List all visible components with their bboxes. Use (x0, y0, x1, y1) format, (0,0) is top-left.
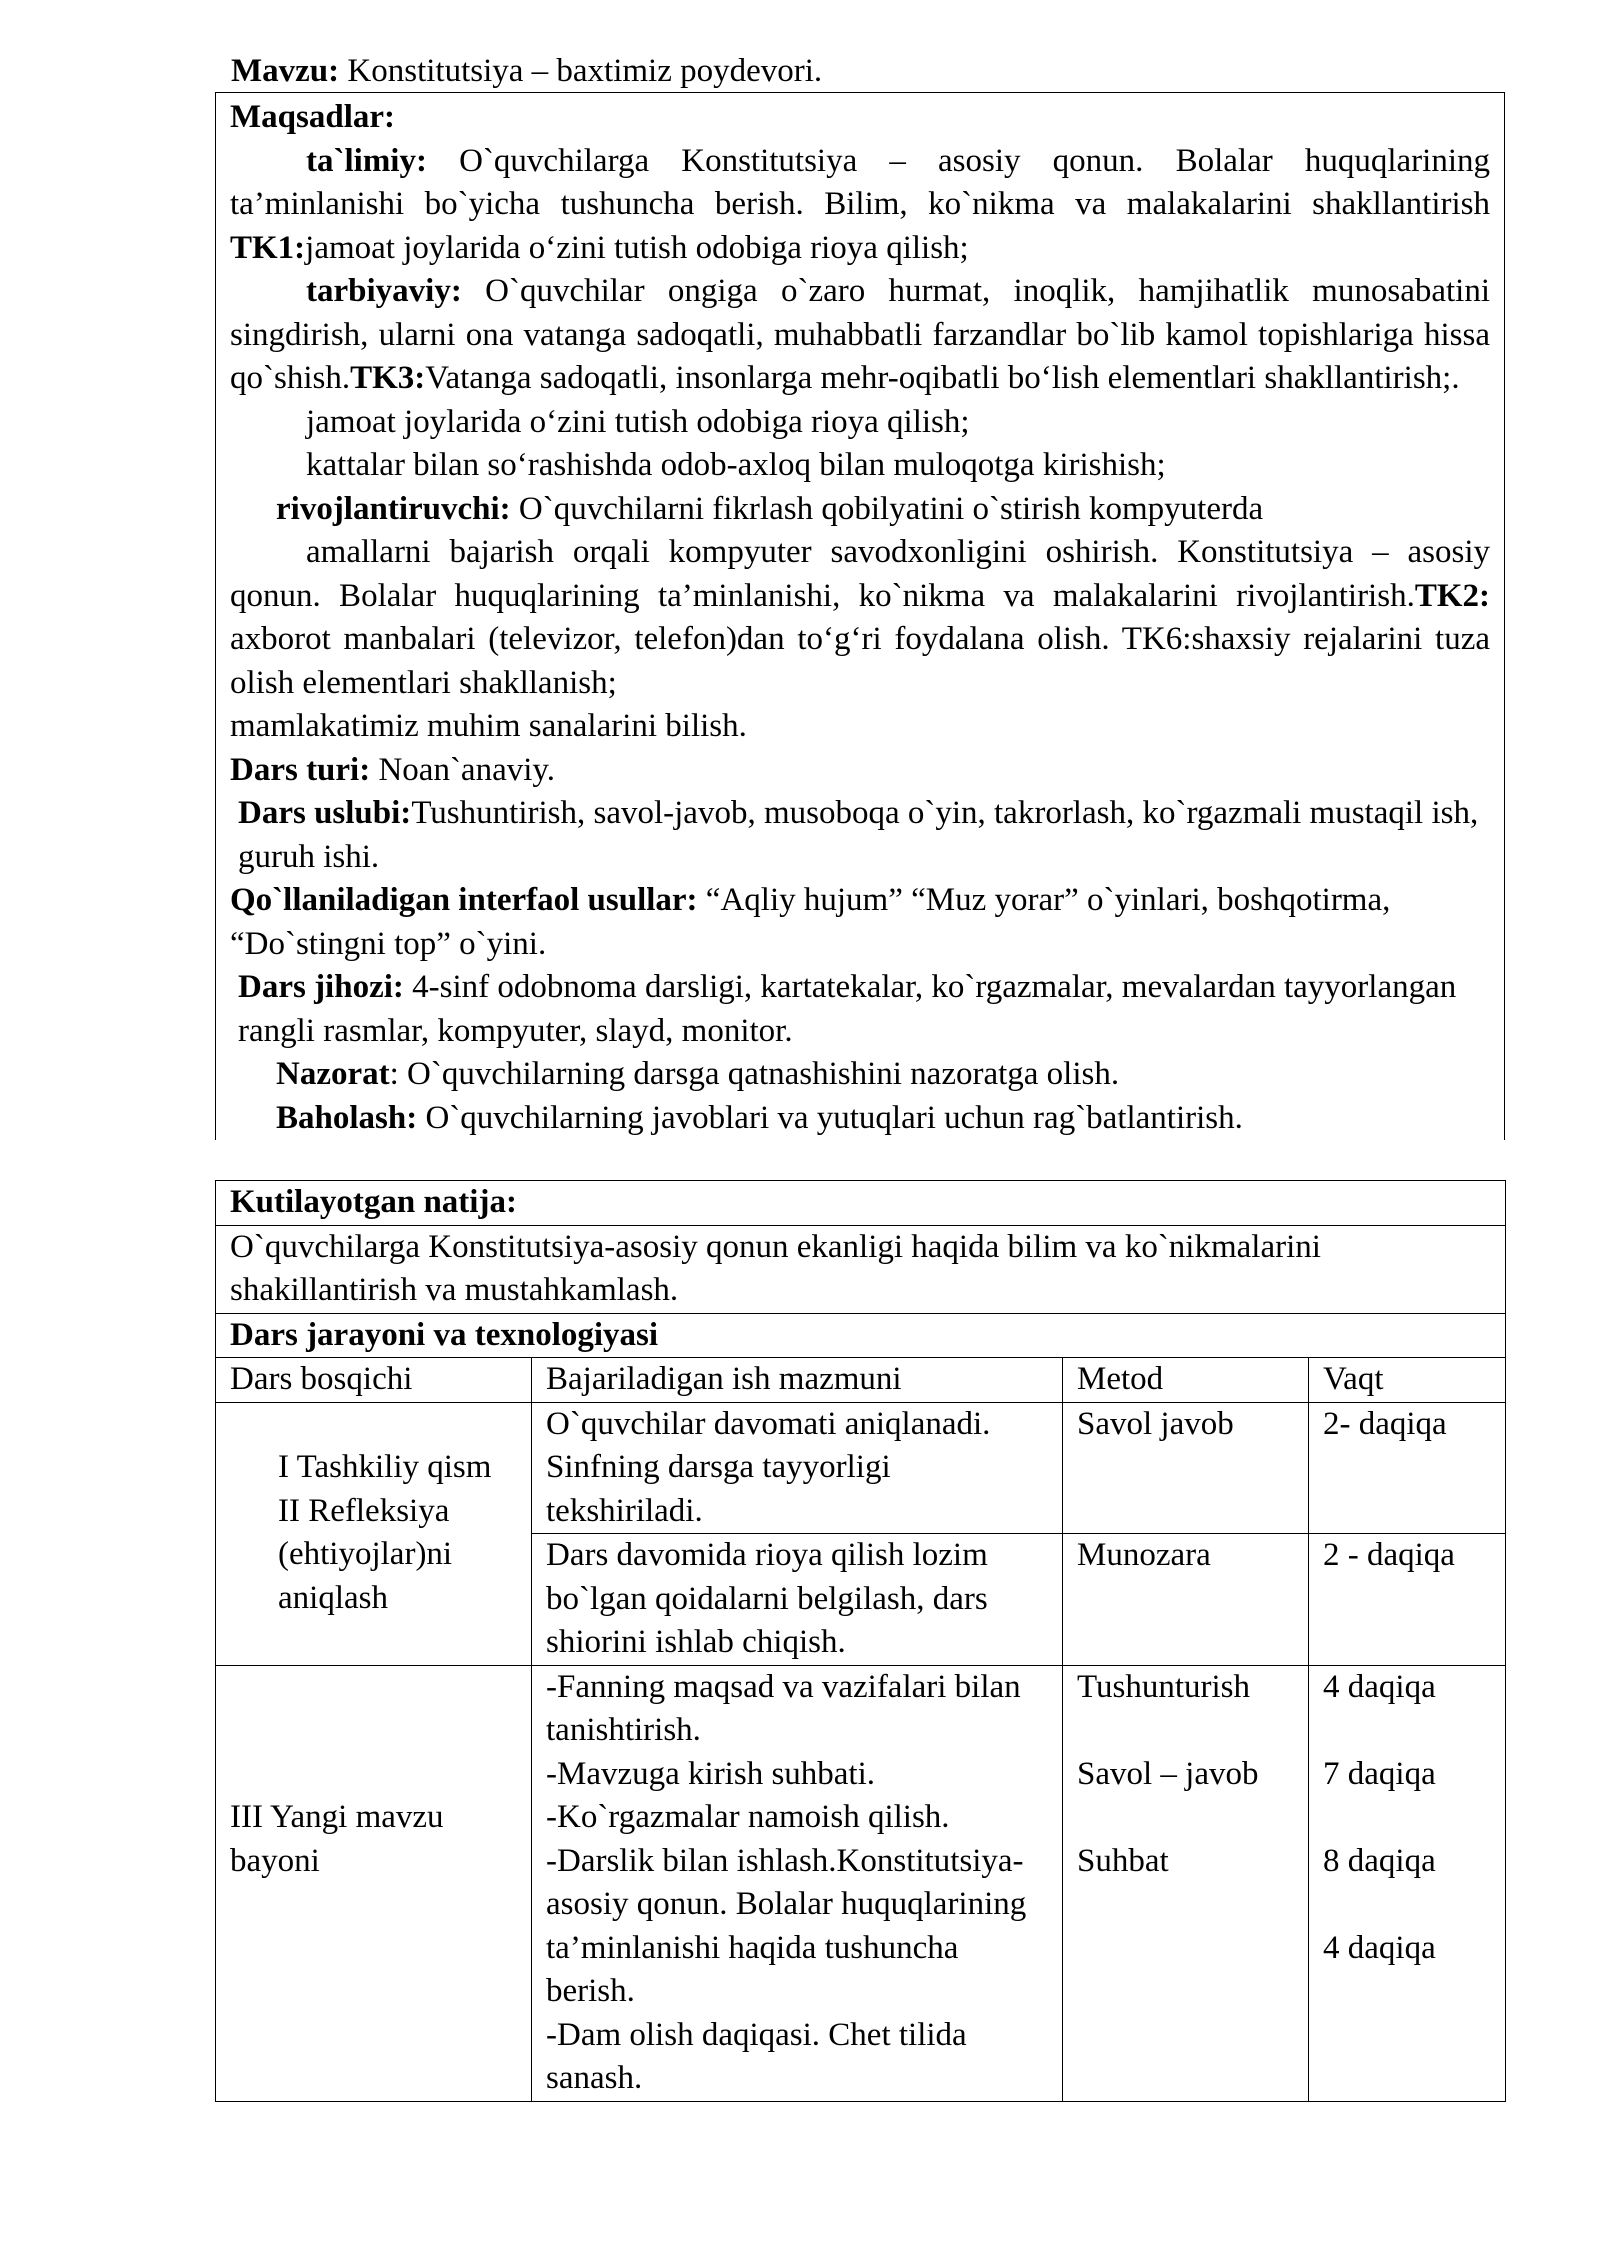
objectives-heading: Maqsadlar: (230, 99, 395, 135)
list-item: -Dam olish daqiqasi. Chet tilida sanash. (546, 2016, 967, 2096)
developmental-objective-cont: amallarni bajarish orqali kompyuter savodxonligini oshirish. Konstitutsiya – asosiy qonun. Bolalar huquqlarining ta’minlanishi, ko`nikma va malakalarini rivojlantirish.TK2: axborot manbalari (televizor, telefon)dan to‘g‘ri foydalana olish. TK6:shaxsiy rejalarini tuza olish elementlari shakllanish; (230, 534, 1490, 701)
table-row (216, 1665, 1506, 2101)
expected-result-heading: Kutilayotgan natija: (216, 1181, 1506, 1226)
list-item: -Ko`rgazmalar namoish qilish. (546, 1799, 950, 1835)
upbringing-objective: tarbiyaviy: O`quvchilar ongiga o`zaro hurmat, inoqlik, hamjihatlik munosabatini singdirish, ularni ona vatanga sadoqatli, muhabbatli farzandlar bo`lib kamol topishlariga hissa qo`shish.TK3:Vatanga sadoqatli, insonlarga mehr-oqibatli bo‘lish elementlari shakllantirish;. (230, 273, 1490, 396)
elders-greeting-line: kattalar bilan so‘rashishda odob-axloq bilan muloqotga kirishish; (306, 447, 1166, 483)
column-header-row (216, 1358, 1506, 1403)
time-item: 7 daqiqa (1323, 1755, 1436, 1792)
method-item: Savol – javob (1077, 1755, 1259, 1792)
method-cell: Savol javob (1063, 1402, 1309, 1534)
public-behavior-line: jamoat joylarida o‘zini tutish odobiga rioya qilish; (306, 403, 970, 440)
time-cell: 2- daqiqa (1309, 1402, 1506, 1534)
important-dates-line: mamlakatimiz muhim sanalarini bilish. (230, 708, 747, 744)
method-cell (1063, 1665, 1309, 2101)
control-line: Nazorat: O`quvchilarning darsga qatnashishini nazoratga olish. (276, 1056, 1120, 1092)
topic-text: Konstitutsiya – baxtimiz poydevori. (339, 53, 823, 89)
topic-line (231, 50, 822, 94)
expected-result-text: O`quvchilarga Konstitutsiya-asosiy qonun ekanligi haqida bilim va ko`nikmalarini shakillantirish va mustahkamlash. (216, 1225, 1506, 1313)
lesson-type: Dars turi: Noan`anaviy. (230, 751, 556, 788)
stage-cell-intro (216, 1402, 532, 1665)
content-cell (532, 1665, 1063, 2101)
content-cell: O`quvchilar davomati aniqlanadi. Sinfning darsga tayyorligi tekshiriladi. (532, 1402, 1063, 1534)
stage-organizational: I Tashkiliy qism (278, 1449, 492, 1485)
col-header-method: Metod (1063, 1358, 1309, 1403)
col-header-time: Vaqt (1309, 1358, 1506, 1403)
expected-result-heading-row (216, 1181, 1506, 1226)
lesson-equipment: Dars jihozi: 4-sinf odobnoma darsligi, kartatekalar, ko`rgazmalar, mevalardan tayyorlangan rangli rasmlar, kompyuter, slayd, monitor. (238, 969, 1457, 1049)
method-item: Suhbat (1077, 1842, 1169, 1879)
method-item: Tushunturish (1077, 1668, 1251, 1705)
process-heading-row (216, 1313, 1506, 1358)
list-item: -Fanning maqsad va vazifalari bilan tanishtirish. (546, 1668, 1021, 1748)
time-item: 4 daqiqa (1323, 1929, 1436, 1966)
stage-new-topic: III Yangi mavzu bayoni (230, 1799, 444, 1879)
content-cell: Dars davomida rioya qilish lozim bo`lgan qoidalarni belgilash, dars shiorini ishlab chiqish. (532, 1534, 1063, 1666)
process-heading: Dars jarayoni va texnologiyasi (216, 1313, 1506, 1358)
interactive-methods: Qo`llaniladigan interfaol usullar: “Aqliy hujum” “Muz yorar” o`yinlari, boshqotirma, “Do`stingni top” o`yini. (230, 882, 1391, 962)
topic-label: Mavzu: (231, 53, 340, 89)
time-item: 8 daqiqa (1323, 1842, 1436, 1879)
stage-reflection: II Refleksiya (ehtiyojlar)ni aniqlash (278, 1492, 453, 1616)
time-cell (1309, 1665, 1506, 2101)
col-header-content: Bajariladigan ish mazmuni (532, 1358, 1063, 1403)
col-header-stage: Dars bosqichi (216, 1358, 532, 1403)
table-row (216, 1402, 1506, 1534)
stage-cell-new-topic (216, 1665, 532, 2101)
method-cell: Munozara (1063, 1534, 1309, 1666)
objectives-section (215, 92, 1505, 1140)
time-item: 4 daqiqa (1323, 1668, 1436, 1705)
list-item: -Mavzuga kirish suhbati. (546, 1755, 876, 1792)
developmental-objective: rivojlantiruvchi: O`quvchilarni fikrlash qobilyatini o`stirish kompyuterda (276, 490, 1264, 527)
assessment-line: Baholash: O`quvchilarning javoblari va yutuqlari uchun rag`batlantirish. (276, 1099, 1243, 1136)
expected-result-row (216, 1225, 1506, 1313)
lesson-style: Dars uslubi:Tushuntirish, savol-javob, musoboqa o`yin, takrorlash, ko`rgazmali mustaqil ish, guruh ishi. (238, 795, 1479, 875)
educational-objective: ta`limiy: O`quvchilarga Konstitutsiya – asosiy qonun. Bolalar huquqlarining ta’minlanishi bo`yicha tushuncha berish. Bilim, ko`nikma va malakalarini shakllantirish TK1:jamoat joylarida o‘zini tutish odobiga rioya qilish; (230, 142, 1490, 266)
time-cell: 2 - daqiqa (1309, 1534, 1506, 1666)
list-item: -Darslik bilan ishlash.Konstitutsiya-asosiy qonun. Bolalar huquqlarining ta’minlanishi haqida tushuncha berish. (546, 1842, 1027, 2009)
lesson-table (215, 1180, 1506, 2102)
